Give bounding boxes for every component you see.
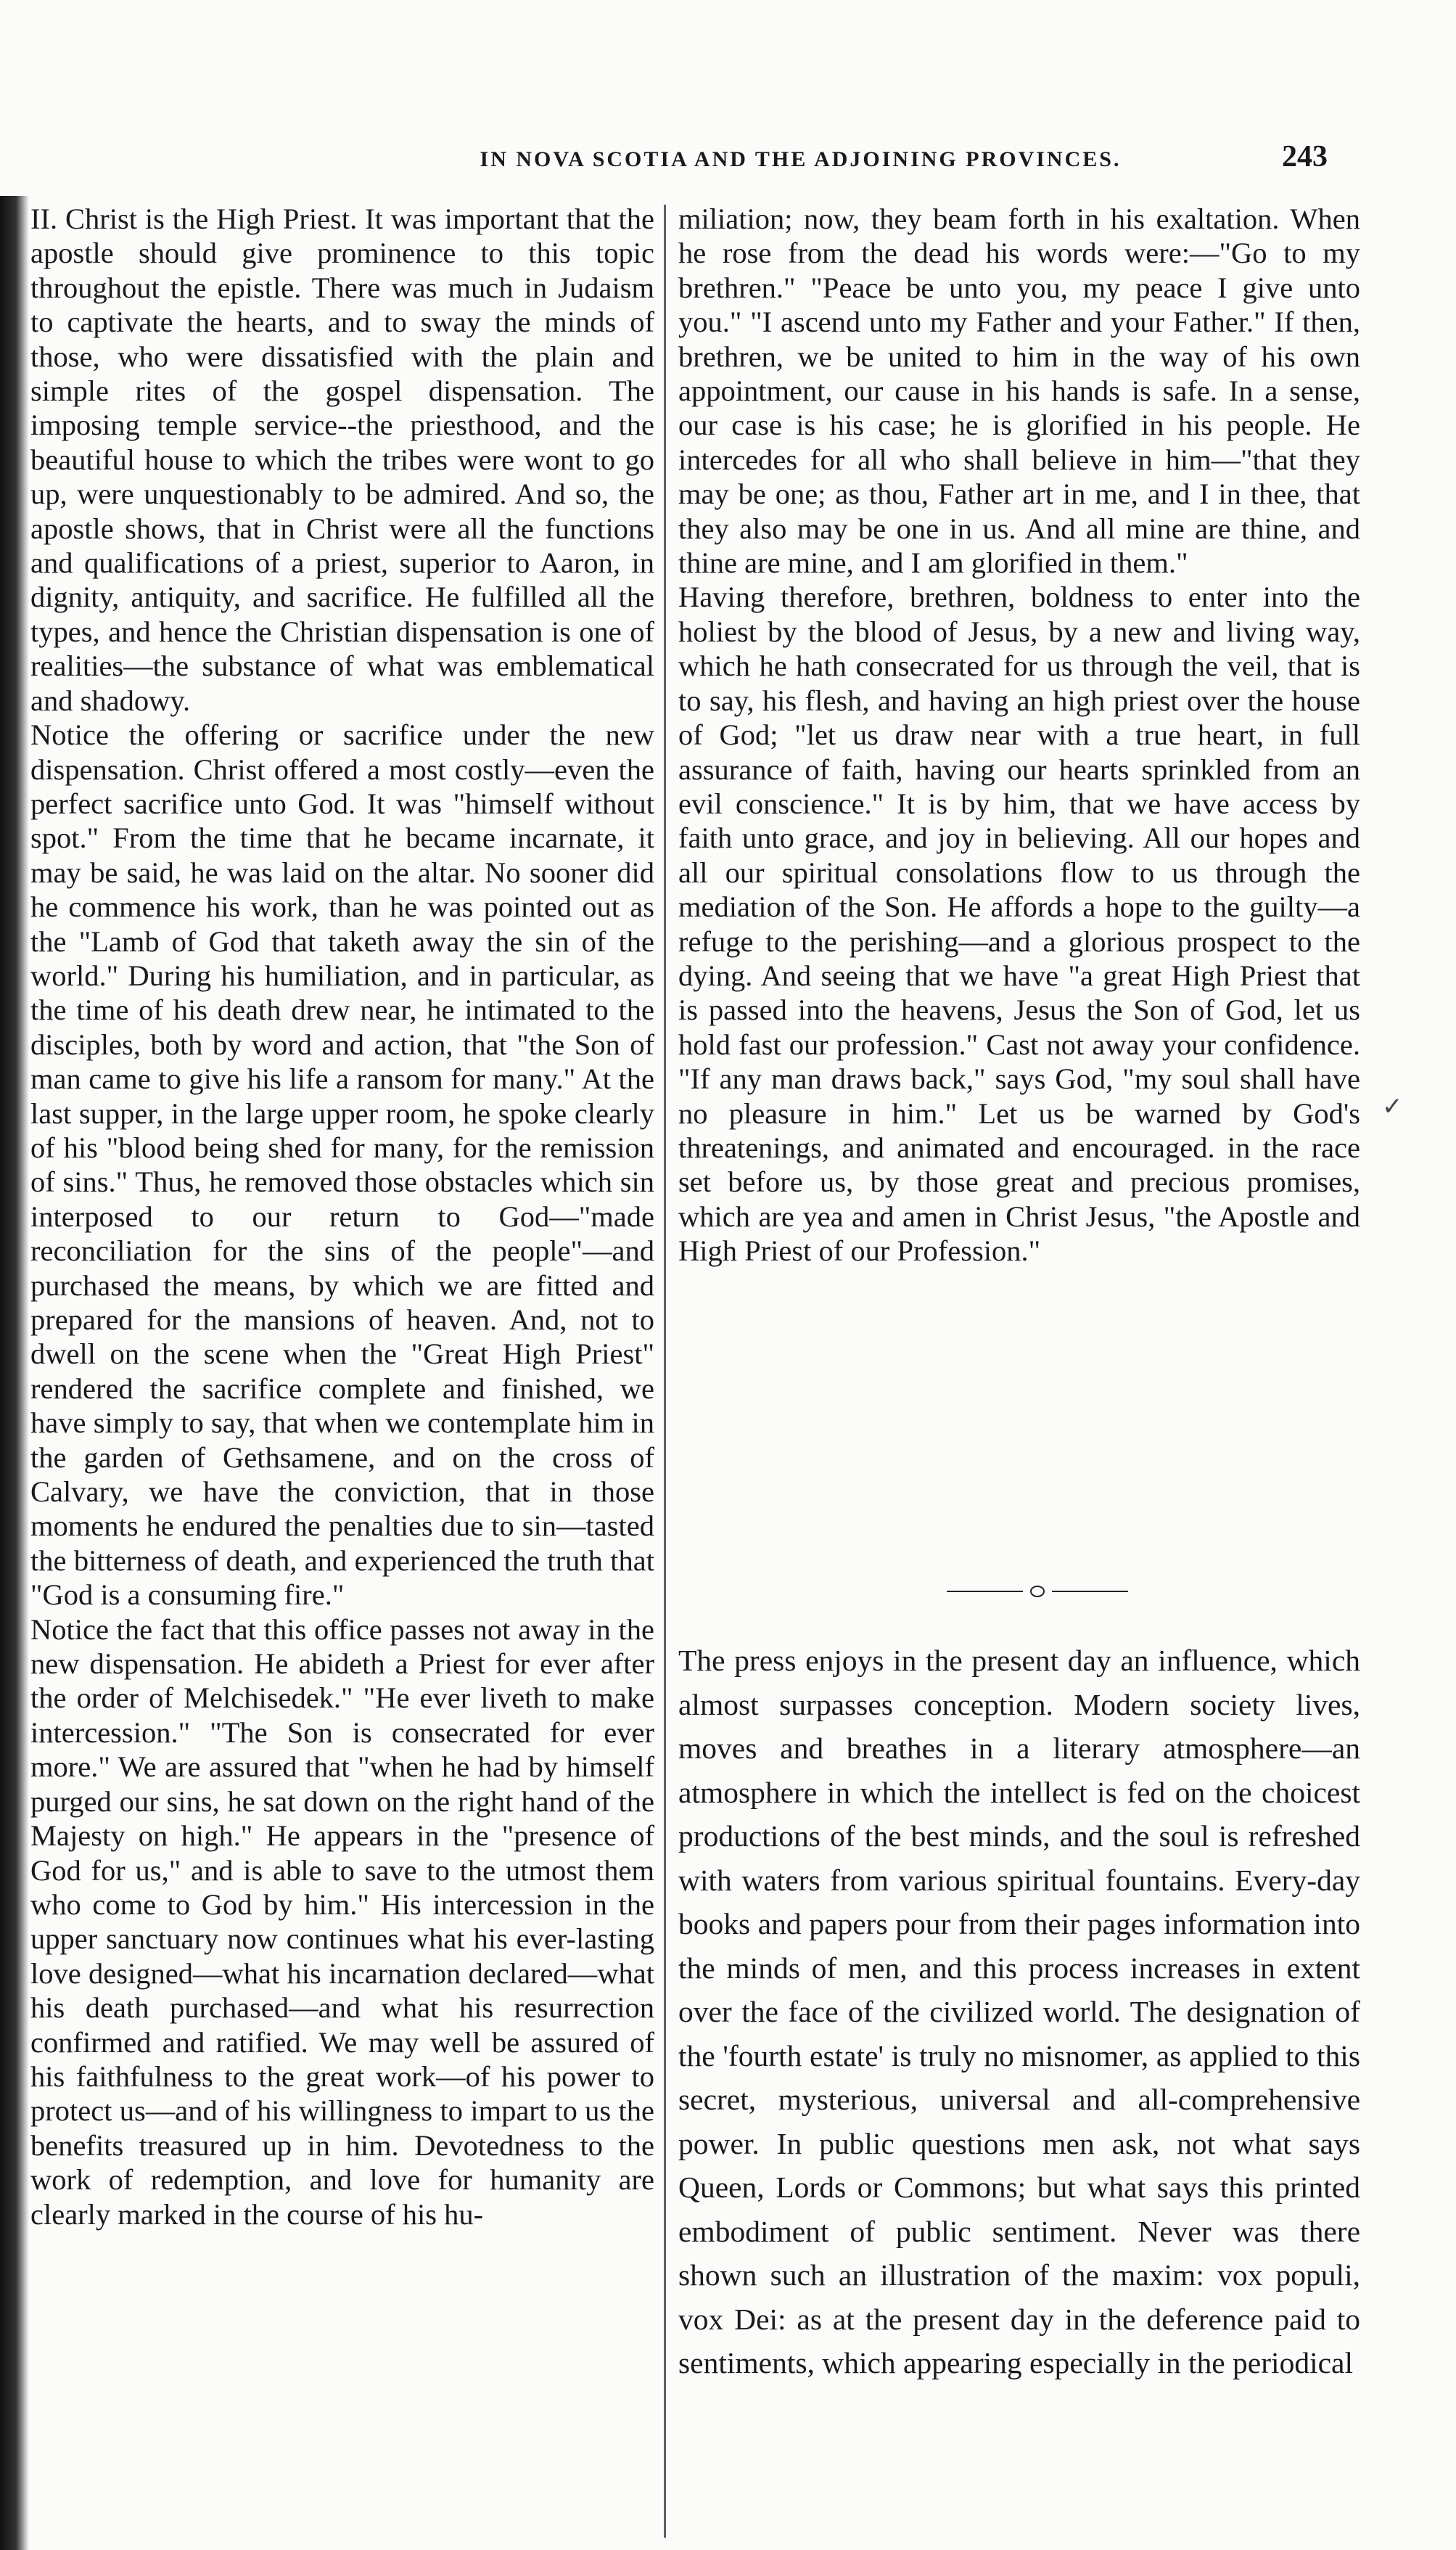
running-head bbox=[276, 139, 1328, 183]
paragraph-office-passes-not: Notice the fact that this office passes not away in the new dispensation. He abideth a Priest for ever after the order of Melchisedek." "He ever liveth to make intercession." "The Son is consecrated for ever more." We are assured that "when he had by himself purged our sins, he sat down on the right hand of the Majesty on high." He appears in the "presence of God for us," and is able to save to the utmost them who come to God by him." His intercession in the upper sanctuary now continues what his ever-lasting love designed—what his incarnation declared—what his death purchased—and what his resurrection confirmed and ratified. We may well be assured of his faithfulness to the great work—of his power to protect us—and of his willingness to impart to us the benefits treasured up in him. Devotedness to the work of redemption, and love for humanity are clearly marked in the course of his hu- bbox=[30, 1612, 654, 2231]
paragraph-boldness: Having therefore, brethren, boldness to enter into the holiest by the blood of Jesus, by a new and living way, which he hath consecrated for us through the veil, that is to say, his flesh, and having an high priest over the house of God; "let us draw near with a true heart, in full assurance of faith, having our hearts sprinkled from an evil conscience." It is by him, that we have access by faith unto grace, and joy in believing. All our hopes and all our spiritual consolations flow to us through the mediation of the Son. He affords a hope to the guilty—a refuge to the perishing—and a glorious prospect to the dying. And seeing that we have "a great High Priest that is passed into the heavens, Jesus the Son of God, let us hold fast our profession." Cast not away your confidence. "If any man draws back," says God, "my soul shall have no pleasure in him." Let us be warned by God's threatenings, and animated and encouraged. in the race set before us, by those great and precious promises, which are yea and amen in Christ Jesus, "the Apostle and High Priest of our Profession." bbox=[678, 581, 1360, 1268]
page-number: 243 bbox=[1282, 140, 1328, 173]
left-column bbox=[30, 202, 654, 2231]
right-column bbox=[678, 202, 1360, 1268]
paragraph-the-press: The press enjoys in the present day an influence, which almost surpasses conception. Modern society lives, moves and breathes in a literary atmosphere—an atmosphere in which the intellect is fed on the choicest productions of the best minds, and the soul is refreshed with waters from various spiritual fountains. Every-day books and papers pour from their pages information into the minds of men, and this process increases in extent over the face of the civilized world. The designation of the 'fourth estate' is truly no misnomer, as applied to this secret, mysterious, universal and all-comprehensive power. In public questions men ask, not what says Queen, Lords or Commons; but what says this printed embodiment of public sentiment. Never was there shown such an illustration of the maxim: vox populi, vox Dei: as at the present day in the deference paid to sentiments, which appearing especially in the periodical bbox=[678, 1644, 1360, 2379]
paragraph-offering: Notice the offering or sacrifice under the new dispensation. Christ offered a most costly—even the perfect sacrifice unto God. It was "himself without spot." From the time that he became incarnate, it may be said, he was laid on the altar. No sooner did he commence his work, than he was pointed out as the "Lamb of God that taketh away the sin of the world." During his humiliation, and in particular, as the time of his death drew near, he intimated to the disciples, both by word and action, that "the Son of man came to give his life a ransom for many." At the last supper, in the large upper room, he spoke clearly of his "blood being shed for many, for the remission of sins." Thus, he removed those obstacles which sin interposed to our return to God—"made reconciliation for the sins of the people"—and purchased the means, by which we are fitted and prepared for the mansions of heaven. And, not to dwell on the scene when the "Great High Priest" rendered the sacrifice complete and finished, we have simply to say, that when we contemplate him in the garden of Gethsamene, and on the cross of Calvary, we have the conviction, that in those moments he endured the penalties due to sin—tasted the bitterness of death, and experienced the truth that "God is a consuming fire." bbox=[30, 718, 654, 1612]
binding-gutter-shadow bbox=[0, 196, 29, 2550]
running-title: IN NOVA SCOTIA AND THE ADJOINING PROVINCES. bbox=[480, 147, 1122, 171]
paragraph-high-priest: II. Christ is the High Priest. It was important that the apostle should give prominence to this topic throughout the epistle. There was much in Judaism to captivate the hearts, and to sway the minds of those, who were dissatisfied with the plain and simple rites of the gospel dispensation. The imposing temple service--the priesthood, and the beautiful house to which the tribes were wont to go up, were unquestionably to be admired. And so, the apostle shows, that in Christ were all the functions and qualifications of a priest, superior to Aaron, in dignity, antiquity, and sacrifice. He fulfilled all the types, and hence the Christian dispensation is one of realities—the substance of what was emblematical and shadowy. bbox=[30, 202, 654, 717]
column-rule bbox=[664, 205, 666, 2538]
paragraph-humiliation: miliation; now, they beam forth in his exaltation. When he rose from the dead his words were:—"Go to my brethren." "Peace be unto you, my peace I give unto you." "I ascend unto my Father and your Father." If then, brethren, we be united to him in the way of his own appointment, our cause in his hands is safe. In a sense, our case is his case; he is glorified in his people. He intercedes for all who shall believe in him—"that they may be one; as thou, Father art in me, and I in thee, that they also may be one in us. And all mine are thine, and thine are mine, and I am glorified in them." bbox=[678, 202, 1360, 580]
right-column-second-article bbox=[678, 1639, 1360, 2385]
section-divider bbox=[943, 1581, 1132, 1602]
margin-mark: ✓ bbox=[1382, 1094, 1403, 1120]
divider-ornament-icon bbox=[943, 1581, 1132, 1602]
